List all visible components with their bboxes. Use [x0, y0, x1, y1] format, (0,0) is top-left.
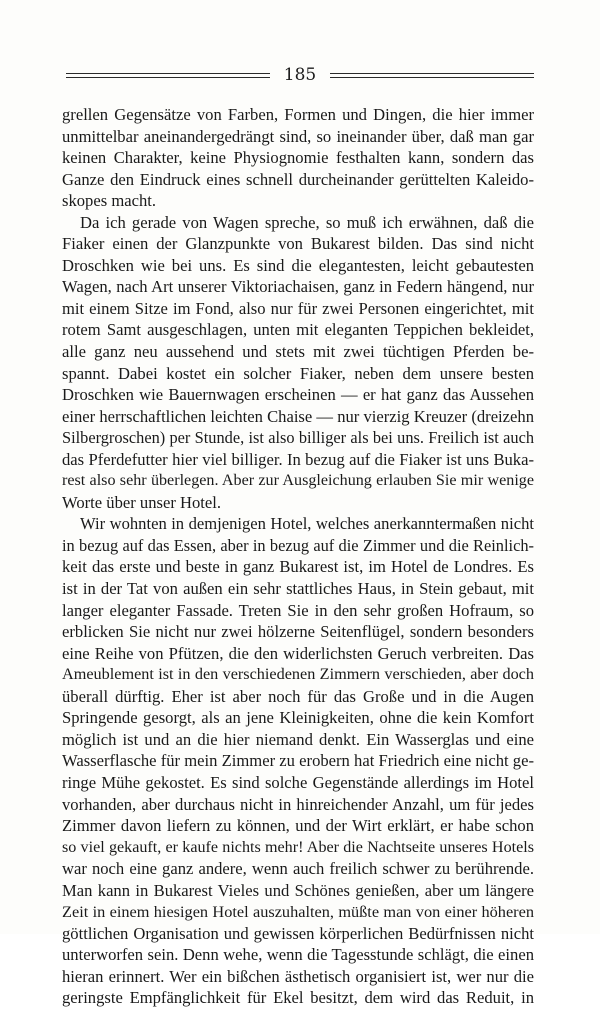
- text-line: spannt. Dabei kostet ein solcher Fiaker, neben dem unsere besten: [62, 363, 534, 383]
- header-rule-left: [66, 73, 270, 78]
- text-line: einer herrschaftlichen leichten Chaise — nur vierzig Kreuzer (dreizehn: [62, 406, 534, 426]
- body-text: [62, 104, 534, 1009]
- text-line: rotem Samt ausgeschlagen, unten mit eleganten Teppichen bekleidet,: [62, 320, 534, 340]
- text-line: Wir wohnten in demjenigen Hotel, welches anerkanntermaßen nicht: [80, 514, 534, 534]
- text-line: skopes macht.: [62, 191, 157, 211]
- text-line: Silbergroschen) per Stunde, ist also billiger als bei uns. Freilich ist auch: [62, 428, 534, 448]
- page-header: [66, 64, 534, 86]
- text-line: Ganze den Eindruck eines schnell durcheinander gerüttelten Kaleido-: [62, 169, 534, 189]
- text-line: grellen Gegensätze von Farben, Formen und Dingen, die hier immer: [62, 105, 534, 124]
- text-line: hieran erinnert. Wer ein bißchen ästhetisch organisiert ist, wer nur die: [62, 966, 534, 986]
- text-line: überall dürftig. Eher ist aber noch für das Große und in die Augen: [62, 686, 534, 706]
- text-line: in bezug auf das Essen, aber in bezug auf die Zimmer und die Reinlich-: [62, 535, 534, 555]
- text-line: Fiaker einen der Glanzpunkte von Bukarest bilden. Das sind nicht: [62, 234, 534, 254]
- text-line: unterworfen sein. Denn wehe, wenn die Tagesstunde schlägt, die einen: [62, 945, 534, 965]
- text-line: Man kann in Bukarest Vieles und Schönes genießen, aber um längere: [62, 880, 534, 900]
- text-line: erblicken Sie nicht nur zwei hölzerne Seitenflügel, sondern besonders: [62, 622, 534, 642]
- text-line: Springende gesorgt, als an jene Kleinigkeiten, ohne die kein Komfort: [62, 708, 534, 728]
- text-line: geringste Empfänglichkeit für Ekel besitzt, dem wird das Reduit, in: [62, 988, 534, 1008]
- text-line: das Pferdefutter hier viel billiger. In bezug auf die Fiaker ist uns Buka-: [62, 449, 534, 469]
- text-line: vorhanden, aber durchaus nicht in hinreichender Anzahl, um für jedes: [62, 794, 534, 814]
- text-line: Droschken wie bei uns. Es sind die elegantesten, leicht gebautesten: [62, 255, 534, 275]
- text-line: ringe Mühe gekostet. Es sind solche Gegenstände allerdings im Hotel: [62, 772, 534, 792]
- text-line: Ameublement ist in den verschiedenen Zimmern verschieden, aber doch: [62, 665, 534, 684]
- text-line: göttlichen Organisation und gewissen körperlichen Bedürfnissen nicht: [62, 923, 534, 943]
- text-line: alle ganz neu aussehend und stets mit zwei tüchtigen Pferden be-: [62, 342, 534, 362]
- text-line: rest also sehr überlegen. Aber zur Ausgleichung erlauben Sie mir wenige: [62, 472, 534, 490]
- text-line: langer eleganter Fassade. Treten Sie in den sehr großen Hofraum, so: [62, 600, 534, 620]
- text-line: keinen Charakter, keine Physiognomie festhalten kann, sondern das: [62, 148, 534, 168]
- text-line: Droschken wie Bauernwagen erscheinen — er hat ganz das Aussehen: [62, 385, 534, 405]
- text-line: eine Reihe von Pfützen, die den widerlichsten Geruch verbreiten. Das: [62, 643, 534, 663]
- text-line: mit einem Sitze im Fond, also nur für zwei Personen eingerichtet, mit: [62, 298, 534, 318]
- text-line: war noch eine ganz andere, wenn auch freilich schwer zu berührende.: [62, 859, 534, 879]
- text-line: Worte über unser Hotel.: [62, 492, 222, 512]
- text-line: ist in der Tat von außen ein sehr stattliches Haus, in Stein gebaut, mit: [62, 579, 534, 599]
- text-line: Zimmer davon liefern zu können, und der Wirt erklärt, er habe schon: [62, 816, 534, 836]
- text-line: Wagen, nach Art unserer Viktoriachaisen, ganz in Federn hängend, nur: [62, 277, 534, 297]
- text-line: keit das erste und beste in ganz Bukarest ist, im Hotel de Londres. Es: [62, 557, 534, 577]
- text-line: unmittelbar aneinandergedrängt sind, so ineinander über, daß man gar: [62, 126, 534, 146]
- text-line: Da ich gerade von Wagen spreche, so muß ich erwähnen, daß die: [80, 212, 534, 232]
- page-number: 185: [283, 65, 317, 85]
- text-line: Wasserflasche für mein Zimmer zu erobern hat Friedrich eine nicht ge-: [62, 751, 534, 771]
- text-line: so viel gekauft, er kaufe nichts mehr! Aber die Nachtseite unseres Hotels: [62, 838, 534, 856]
- text-line: möglich ist und an die hier niemand denkt. Ein Wasserglas und eine: [62, 729, 534, 749]
- text-line: Zeit in einem hiesigen Hotel auszuhalten, müßte man von einer höheren: [62, 902, 534, 922]
- header-rule-right: [330, 73, 534, 78]
